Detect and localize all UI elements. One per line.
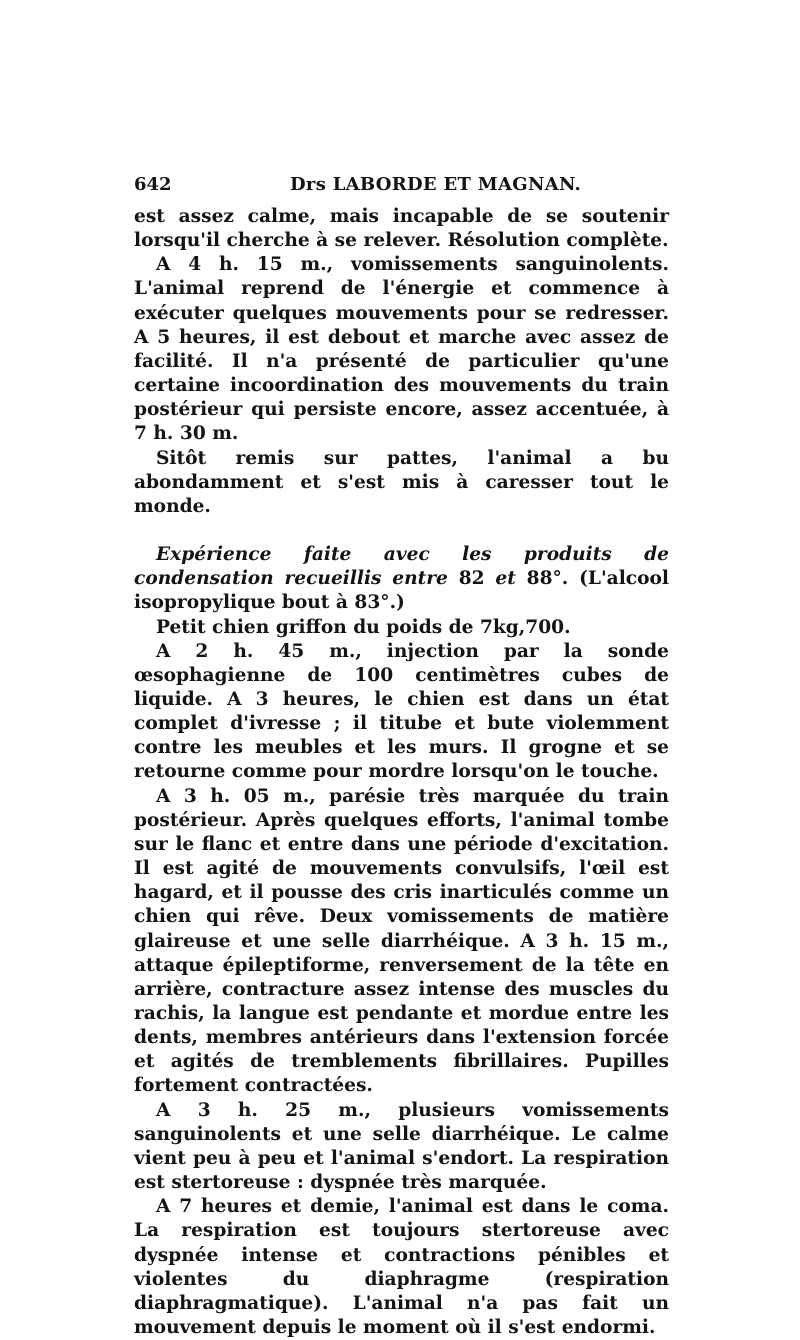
page-header xyxy=(134,174,668,198)
experiment-note: (L'alcool isopropylique bout à 83°.) xyxy=(134,568,669,614)
experiment-heading-italic: Expérience faite avec les produits de condensation recueillis entre xyxy=(134,544,669,590)
paragraph: Sitôt remis sur pattes, l'animal a bu abondamment et s'est mis à caresser tout le monde. xyxy=(134,447,669,517)
experiment-connector: et xyxy=(495,568,516,590)
paragraph: A 2 h. 45 m., injection par la sonde œsophagienne de 100 centimètres cubes de liquide. A 3 heures, le chien est dans un état complet d'ivresse ; il titube et bute violemment contre les meubles et les murs. Il grogne et se retourne comme pour mordre lorsqu'on le touche. xyxy=(134,640,669,783)
paragraph: Petit chien griffon du poids de 7kg,700. xyxy=(156,616,571,638)
paragraph: A 3 h. 25 m., plusieurs vomissements sanguinolents et une selle diarrhéique. Le calme vient peu à peu et l'animal s'endort. La respiration est stertoreuse : dyspnée très marquée. xyxy=(134,1099,669,1194)
experiment-temp-high: 88°. xyxy=(526,568,569,590)
body-text xyxy=(134,205,669,1340)
paragraph: A 4 h. 15 m., vomissements sanguinolents. L'animal reprend de l'énergie et commence à exécuter quelques mouvements pour se redresser. A 5 heures, il est debout et marche avec assez de facilité. Il n'a présenté de particulier qu'une certaine incoordination des mouvements du train postérieur qui persiste encore, assez accentuée, à 7 h. 30 m. xyxy=(134,254,669,445)
experiment-heading xyxy=(134,543,669,615)
paragraph: A 3 h. 05 m., parésie très marquée du train postérieur. Après quelques efforts, l'animal tombe sur le flanc et entre dans une période d'excitation. Il est agité de mouvements convulsifs, l'œil est hagard, et il pousse des cris inarticulés comme un chien qui rêve. Deux vomissements de matière glaireuse et une selle diarrhéique. A 3 h. 15 m., attaque épileptiforme, renversement de la tête en arrière, contracture assez intense des muscles du rachis, la langue est pendante et mordue entre les dents, membres antérieurs dans l'extension forcée et agités de tremblements fibrillaires. Pupilles fortement contractées. xyxy=(134,785,669,1097)
experiment-temp-low: 82 xyxy=(458,568,485,590)
running-head: Drs LABORDE ET MAGNAN. xyxy=(290,174,582,195)
paragraph: A 7 heures et demie, l'animal est dans le coma. La respiration est toujours stertoreuse avec dyspnée intense et contractions pénibles et violentes du diaphragme (respiration diaphragmatique). L'animal n'a pas fait un mouvement depuis le moment où il s'est endormi. xyxy=(134,1196,669,1339)
paragraph-continuation: est assez calme, mais incapable de se soutenir lorsqu'il cherche à se relever. Résolution complète. xyxy=(134,206,669,252)
page-number: 642 xyxy=(134,174,172,195)
